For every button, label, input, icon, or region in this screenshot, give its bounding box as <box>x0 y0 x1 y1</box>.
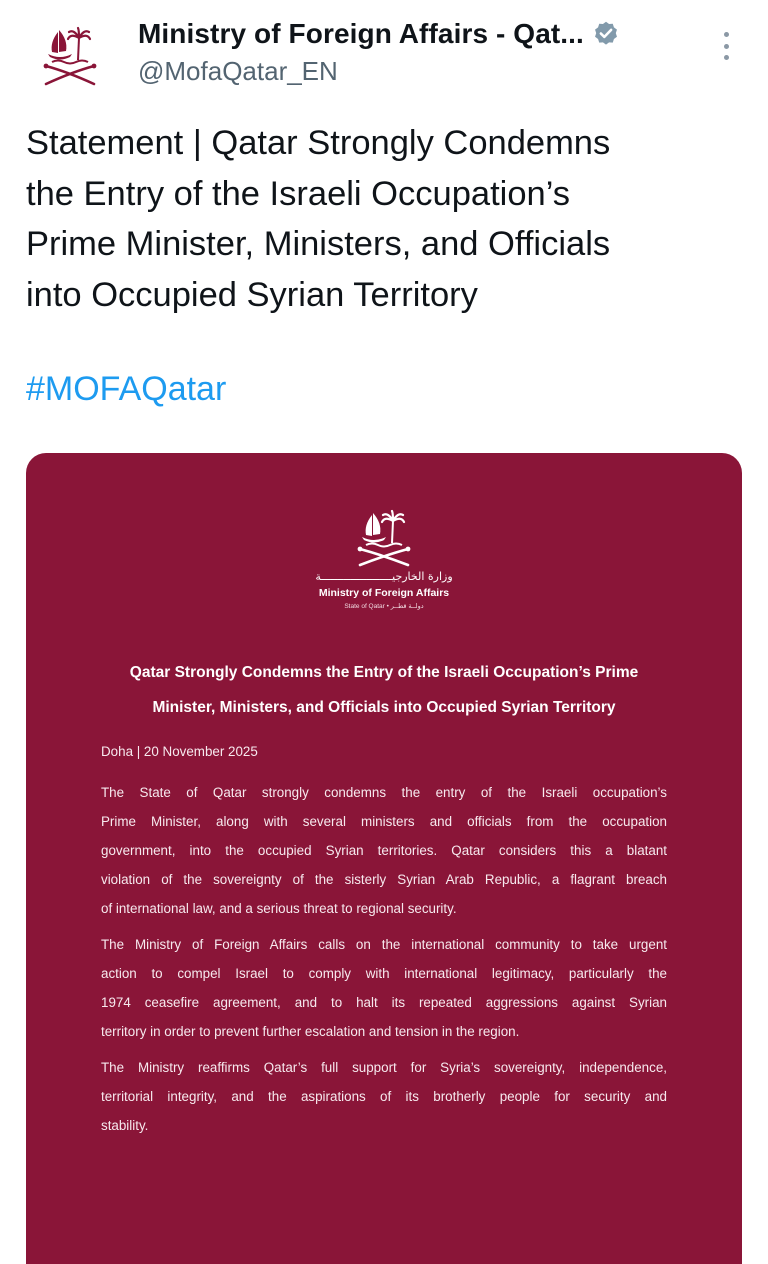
display-name[interactable]: Ministry of Foreign Affairs - Qat... <box>138 18 584 49</box>
ministry-name-arabic: وزارة الخارجيــــــــــــــــــــــة <box>315 570 453 583</box>
paragraph-line: action to compel Israel to comply with international legitimacy, particularly the <box>101 966 667 981</box>
more-dot <box>724 44 729 49</box>
paragraph-line: The Ministry of Foreign Affairs calls on the international community to take urgent <box>101 937 667 952</box>
paragraph-line: territorial integrity, and the aspirations of its brotherly people for security and <box>101 1089 667 1104</box>
hashtag-link[interactable]: #MOFAQatar <box>26 370 227 408</box>
statement-paragraph <box>101 778 667 923</box>
account-handle[interactable]: @MofaQatar_EN <box>138 56 338 86</box>
paragraph-line: 1974 ceasefire agreement, and to halt its repeated aggressions against Syrian <box>101 995 667 1010</box>
avatar[interactable] <box>28 14 112 98</box>
state-of-qatar-label: State of Qatar • دولــة قطــر <box>344 603 424 610</box>
statement-paragraph <box>101 930 667 1046</box>
dateline: Doha | 20 November 2025 <box>101 744 258 759</box>
tweet-text-line: into Occupied Syrian Territory <box>26 275 478 314</box>
tweet-text <box>26 118 736 320</box>
statement-title-line: Qatar Strongly Condemns the Entry of the Israeli Occupation’s Prime <box>129 664 639 681</box>
statement-title <box>86 655 682 725</box>
paragraph-line: violation of the sovereignty of the sisterly Syrian Arab Republic, a flagrant breach <box>101 872 667 887</box>
tweet-text-line: Prime Minister, Ministers, and Officials <box>26 225 611 263</box>
paragraph-line: territory in order to prevent further escalation and tension in the region. <box>101 1024 520 1039</box>
qatar-emblem-icon <box>38 24 102 88</box>
more-options-icon[interactable] <box>712 28 740 64</box>
statement-body <box>101 742 667 1147</box>
more-dot <box>724 55 729 60</box>
paragraph-line: government, into the occupied Syrian territories. Qatar considers this a blatant <box>101 843 667 858</box>
paragraph-line: Prime Minister, along with several ministers and officials from the occupation <box>101 814 667 829</box>
more-dot <box>724 32 729 37</box>
tweet-text-line: the Entry of the Israeli Occupation’s <box>26 174 570 213</box>
media-image[interactable] <box>26 453 742 1264</box>
name-row <box>138 14 620 54</box>
statement-paragraph <box>101 1053 667 1140</box>
paragraph-line: The Ministry reaffirms Qatar’s full support for Syria’s sovereignty, independence, <box>101 1060 667 1075</box>
ministry-name-english: Ministry of Foreign Affairs <box>318 587 450 599</box>
paragraph-line: The State of Qatar strongly condemns the entry of the Israeli occupation’s <box>101 785 667 800</box>
tweet-text-line: Statement | Qatar Strongly Condemns <box>26 124 611 162</box>
statement-title-line: Minister, Ministers, and Officials into Occupied Syrian Territory <box>152 699 616 716</box>
tweet-header <box>0 0 768 110</box>
verified-badge-icon <box>592 20 620 48</box>
paragraph-line: stability. <box>101 1118 149 1133</box>
qatar-emblem-icon <box>352 507 416 569</box>
paragraph-line: of international law, and a serious threat to regional security. <box>101 901 457 916</box>
